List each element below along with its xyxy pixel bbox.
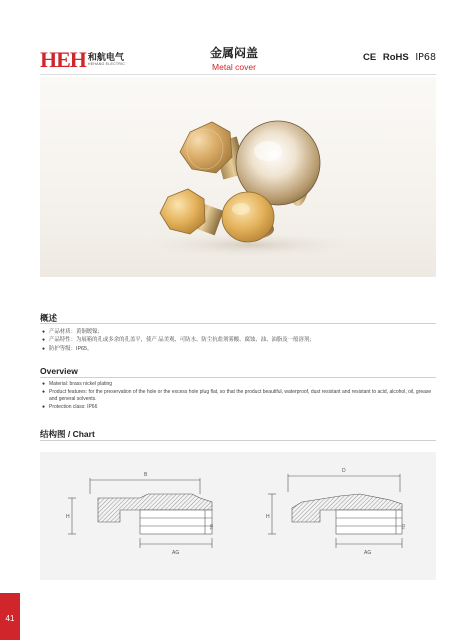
ce-mark: CE bbox=[363, 52, 377, 63]
overview-cn-divider bbox=[40, 323, 436, 324]
overview-en-divider bbox=[40, 377, 436, 378]
overview-cn-title: 概述 bbox=[40, 313, 58, 323]
overview-cn-item: ● 防护等级：IP65。 bbox=[42, 345, 432, 353]
logo-mark: HEH bbox=[40, 47, 86, 72]
overview-en-item: ● Product features: for the preservation of the hole or the excess hole plug flat, so that the product beautiful, waterproof, dust resistant and resistant to acid, alcohol, oil, grease and general solvents. bbox=[42, 389, 432, 404]
left-dim-side: H bbox=[66, 514, 70, 520]
overview-en-title: Overview bbox=[40, 366, 78, 376]
chart-divider bbox=[40, 440, 436, 441]
round-cap bbox=[222, 192, 274, 242]
rohs-mark: RoHS bbox=[382, 52, 409, 63]
page-title bbox=[180, 44, 288, 72]
small-hex-cap bbox=[160, 189, 224, 235]
title-english: Metal cover bbox=[212, 62, 256, 72]
structure-chart bbox=[40, 452, 436, 580]
right-dim-side: H bbox=[266, 514, 270, 520]
brand-logo bbox=[40, 47, 125, 73]
logo-text bbox=[88, 53, 125, 67]
metal-covers-illustration bbox=[40, 77, 436, 277]
right-dim-gl: GL bbox=[401, 524, 406, 531]
right-dim-bottom: AG bbox=[364, 550, 372, 556]
left-drawing bbox=[68, 478, 212, 548]
page-number: 41 bbox=[5, 614, 15, 623]
overview-cn-list bbox=[42, 328, 432, 353]
product-photo bbox=[40, 77, 436, 277]
overview-cn-item: ● 产品特性：为展箱的孔或多余的孔盖平，使产 品美观、可防水、防尘抗盐剂雾酸、腐蚀、油、油脂及一般溶剂； bbox=[42, 336, 432, 344]
left-dim-bottom: AG bbox=[172, 550, 180, 556]
overview-en-list bbox=[42, 381, 432, 411]
logo-chinese-name: 和航电气 bbox=[87, 52, 124, 63]
header-divider bbox=[40, 74, 436, 75]
left-dim-top: B bbox=[144, 472, 148, 478]
overview-cn-item: ● 产品材质：黄铜镀镍； bbox=[42, 328, 432, 336]
certification-marks bbox=[359, 52, 436, 63]
ip-rating: IP68 bbox=[415, 52, 436, 63]
overview-en-item: ● Material: brass nickel plating bbox=[42, 381, 432, 389]
dimension-drawings bbox=[40, 452, 436, 580]
overview-en-item: ● Protection class: IP66 bbox=[42, 404, 432, 412]
logo-english-name: HEHANG ELECTRIC bbox=[87, 62, 126, 67]
right-drawing bbox=[268, 474, 402, 548]
title-chinese: 金属闷盖 bbox=[209, 46, 258, 60]
right-dim-top: D bbox=[342, 468, 346, 474]
left-dim-gl: GL bbox=[209, 524, 214, 531]
chart-title: 结构图 / Chart bbox=[40, 429, 95, 439]
